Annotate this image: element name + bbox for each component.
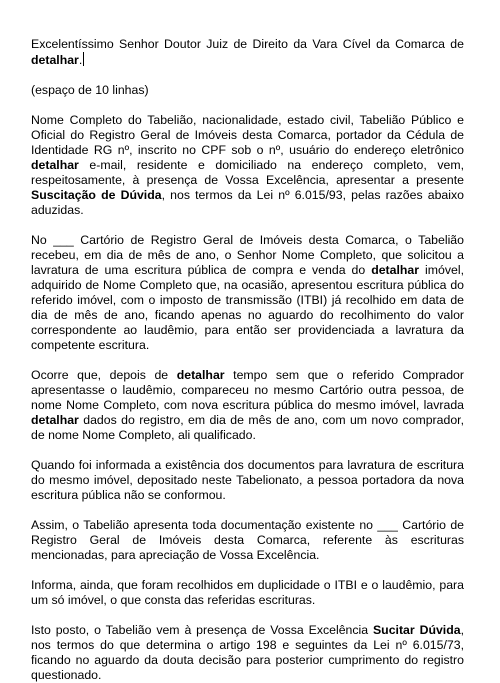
text-run: Ocorre que, depois de — [31, 368, 177, 382]
text-run: dados do registro, em dia de mês de ano, com um novo comprador, de nome Nome Completo, ali qualificado. — [31, 413, 464, 442]
bold-text: detalhar — [176, 368, 225, 382]
document-paragraph — [31, 83, 464, 98]
text-run: Isto posto, o Tabelião vem à presença de Vossa Excelência — [31, 623, 373, 637]
bold-text: detalhar — [31, 413, 79, 427]
bold-text: detalhar — [31, 158, 79, 172]
text-run: , nos termos do que determina o artigo 198 e seguintes da Lei nº 6.015/73, ficando no aguardo da douta decisão para posterior cumprimento do registro questionado. — [31, 623, 464, 682]
text-run: . — [78, 53, 83, 67]
document-paragraph — [31, 623, 464, 683]
text-run: Quando foi informada a existência dos documentos para lavratura de escritura do mesmo imóvel, depositado neste Tabelionato, a pessoa portadora da nova escritura pública não se conformou. — [31, 458, 464, 502]
text-run: Nome Completo do Tabelião, nacionalidade, estado civil, Tabelião Público e Oficial do Registro Geral de Imóveis desta Comarca, portador da Cédula de Identidade RG nº, inscrito no CPF sob o nº, usuário do endereço eletrônico — [31, 113, 464, 157]
text-cursor — [83, 52, 84, 66]
text-run: Excelentíssimo Senhor Doutor Juiz de Direito da Vara Cível da Comarca de — [31, 37, 464, 51]
document-paragraph — [31, 578, 464, 608]
document-body[interactable] — [31, 37, 464, 683]
document-paragraph — [31, 37, 464, 68]
text-run: No ___ Cartório de Registro Geral de Imóveis desta Comarca, o Tabelião recebeu, em dia de mês de ano, o Senhor Nome Completo, que solicitou a lavratura de uma escritura pública de compra e venda do — [31, 233, 464, 277]
text-run: (espaço de 10 linhas) — [31, 83, 149, 97]
bold-text: detalhar — [31, 53, 79, 67]
document-paragraph — [31, 113, 464, 218]
document-paragraph — [31, 368, 464, 443]
document-paragraph — [31, 518, 464, 563]
text-run: , nos termos da Lei nº 6.015/93, pelas razões abaixo aduzidas. — [31, 188, 464, 217]
text-run: imóvel, adquirido de Nome Completo que, na ocasião, apresentou escritura pública do referido imóvel, com o imposto de transmissão (ITBI) já recolhido em data de dia de mês de ano, ficando apenas no aguardo do recolhimento do valor correspondente ao laudêmio, para então ser providenciada a lavratura da competente escritura. — [31, 263, 464, 352]
bold-text: detalhar — [371, 263, 420, 277]
text-run: e-mail, residente e domiciliado na endereço completo, vem, respeitosamente, à presença de Vossa Excelência, apresentar a presente — [31, 158, 464, 187]
text-run: Informa, ainda, que foram recolhidos em duplicidade o ITBI e o laudêmio, para um só imóvel, o que consta das referidas escrituras. — [31, 578, 464, 607]
text-run: Assim, o Tabelião apresenta toda documentação existente no ___ Cartório de Registro Geral de Imóveis desta Comarca, referente às escrituras mencionadas, para apreciação de Vossa Excelência. — [31, 518, 464, 562]
text-run: tempo sem que o referido Comprador apresentasse o laudêmio, compareceu no mesmo Cartório outra pessoa, de nome Nome Completo, com nova escritura pública do mesmo imóvel, lavrada — [31, 368, 464, 412]
bold-text: Suscitação de Dúvida — [31, 188, 162, 202]
bold-text: Sucitar Dúvida — [372, 623, 461, 637]
document-paragraph — [31, 233, 464, 353]
document-paragraph — [31, 458, 464, 503]
